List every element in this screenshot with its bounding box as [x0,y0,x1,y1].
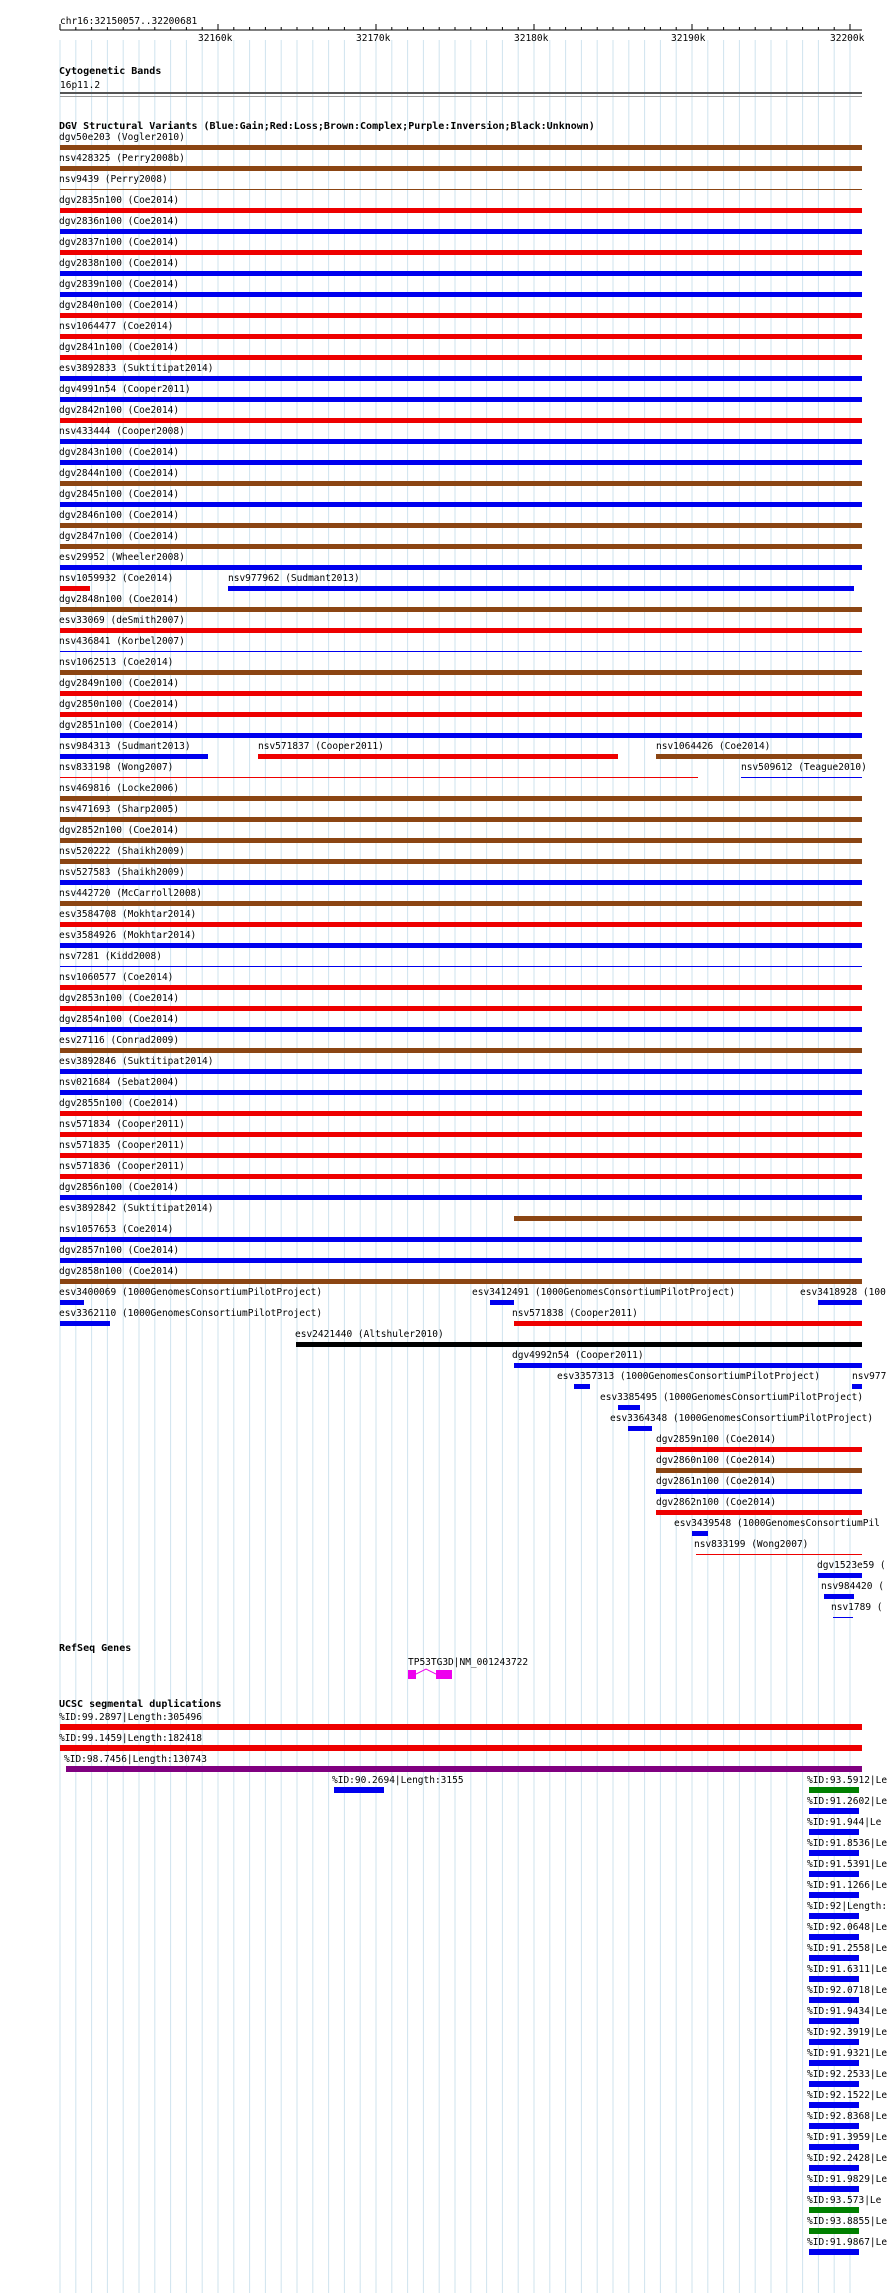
dgv-feature-label[interactable]: esv3357313 (1000GenomesConsortiumPilotProject) [557,1371,821,1382]
segdup-label[interactable]: %ID:91.9434|Le [807,2006,888,2017]
dgv-feature-bar[interactable] [60,313,862,318]
dgv-feature-label[interactable]: dgv2839n100 (Coe2014) [59,279,180,290]
dgv-feature-label[interactable]: dgv1523e59 ( [817,1560,886,1571]
dgv-feature-bar[interactable] [60,838,862,843]
dgv-feature-bar[interactable] [60,397,862,402]
dgv-feature-bar[interactable] [60,523,862,528]
dgv-feature-bar[interactable] [818,1300,862,1305]
segdup-bar[interactable] [809,2249,859,2255]
dgv-feature-label[interactable]: dgv2853n100 (Coe2014) [59,993,180,1004]
dgv-feature-bar[interactable] [741,777,862,778]
dgv-feature-bar[interactable] [60,1027,862,1032]
dgv-feature-label[interactable]: nsv977962 (Sudmant2013) [228,573,360,584]
dgv-feature-bar[interactable] [60,544,862,549]
dgv-feature-label[interactable]: nsv9439 (Perry2008) [59,174,168,185]
dgv-feature-label[interactable]: nsv571834 (Cooper2011) [59,1119,185,1130]
segdup-label[interactable]: %ID:93.8855|Le [807,2216,888,2227]
dgv-feature-bar[interactable] [574,1384,590,1389]
dgv-feature-label[interactable]: nsv436841 (Korbel2007) [59,636,185,647]
dgv-feature-bar[interactable] [60,460,862,465]
dgv-feature-bar[interactable] [60,1174,862,1179]
dgv-feature-label[interactable]: dgv2860n100 (Coe2014) [656,1455,777,1466]
segdup-label[interactable]: %ID:91.2558|Le [807,1943,888,1954]
dgv-feature-label[interactable]: dgv2857n100 (Coe2014) [59,1245,180,1256]
ruler-tick-label: 32160k [198,33,233,44]
dgv-feature-label[interactable]: nsv1789 ( [831,1602,883,1613]
dgv-feature-label[interactable]: esv33069 (deSmith2007) [59,615,185,626]
dgv-feature-bar[interactable] [60,1006,862,1011]
dgv-feature-label[interactable]: dgv2841n100 (Coe2014) [59,342,180,353]
segdup-label[interactable]: %ID:98.7456|Length:130743 [64,1754,207,1765]
dgv-feature-label[interactable]: nsv833199 (Wong2007) [694,1539,809,1550]
dgv-feature-bar[interactable] [656,754,862,759]
dgv-feature-label[interactable]: dgv2855n100 (Coe2014) [59,1098,180,1109]
ruler-tick-label: 32200k [830,33,865,44]
segdup-bar[interactable] [809,1934,859,1940]
gene-exon[interactable] [436,1670,452,1679]
dgv-feature-bar[interactable] [60,985,862,990]
dgv-feature-label[interactable]: esv3400069 (1000GenomesConsortiumPilotProject) [59,1287,323,1298]
segdup-label[interactable]: %ID:91.8536|Le [807,1838,888,1849]
dgv-feature-bar[interactable] [60,292,862,297]
dgv-feature-bar[interactable] [60,628,862,633]
dgv-feature-label[interactable]: dgv2842n100 (Coe2014) [59,405,180,416]
dgv-feature-label[interactable]: esv29952 (Wheeler2008) [59,552,185,563]
segdup-label[interactable]: %ID:92.0648|Le [807,1922,888,1933]
dgv-feature-bar[interactable] [296,1342,862,1347]
segdup-bar[interactable] [809,2165,859,2171]
dgv-feature-label[interactable]: nsv1060577 (Coe2014) [59,972,174,983]
dgv-feature-label[interactable]: dgv2837n100 (Coe2014) [59,237,180,248]
dgv-feature-label[interactable]: nsv527583 (Shaikh2009) [59,867,185,878]
dgv-feature-bar[interactable] [60,1279,862,1284]
dgv-feature-label[interactable]: dgv2858n100 (Coe2014) [59,1266,180,1277]
cytoband-bar-outline [60,96,862,97]
segdup-label[interactable]: %ID:91.5391|Le [807,1859,888,1870]
dgv-feature-bar[interactable] [60,418,862,423]
dgv-feature-label[interactable]: dgv2844n100 (Coe2014) [59,468,180,479]
dgv-feature-label[interactable]: nsv1059932 (Coe2014) [59,573,174,584]
dgv-feature-label[interactable]: dgv2840n100 (Coe2014) [59,300,180,311]
segdup-bar[interactable] [809,1913,859,1919]
dgv-feature-label[interactable]: nsv433444 (Cooper2008) [59,426,185,437]
cytoband-bar[interactable] [60,92,862,94]
segdup-bar[interactable] [809,1871,859,1877]
dgv-feature-bar[interactable] [60,1090,862,1095]
segdup-bar[interactable] [809,1997,859,2003]
dgv-feature-bar[interactable] [60,880,862,885]
dgv-feature-label[interactable]: dgv2836n100 (Coe2014) [59,216,180,227]
segdup-label[interactable]: %ID:93.5912|Le [807,1775,888,1786]
dgv-feature-bar[interactable] [60,355,862,360]
dgv-feature-label[interactable]: esv3439548 (1000GenomesConsortiumPil [674,1518,880,1529]
segdup-label[interactable]: %ID:91.1266|Le [807,1880,888,1891]
dgv-feature-label[interactable]: nsv571837 (Cooper2011) [258,741,384,752]
dgv-feature-label[interactable]: dgv2835n100 (Coe2014) [59,195,180,206]
dgv-feature-label[interactable]: dgv2852n100 (Coe2014) [59,825,180,836]
dgv-feature-bar[interactable] [60,712,862,717]
dgv-feature-bar[interactable] [833,1617,853,1618]
dgv-feature-label[interactable]: nsv571835 (Cooper2011) [59,1140,185,1151]
segdup-label[interactable]: %ID:91.3959|Le [807,2132,888,2143]
dgv-feature-label[interactable]: dgv2845n100 (Coe2014) [59,489,180,500]
dgv-feature-bar[interactable] [60,502,862,507]
segdup-label[interactable]: %ID:92|Length: [807,1901,888,1912]
segdup-track-title[interactable]: UCSC segmental duplications [59,1699,222,1710]
dgv-feature-bar[interactable] [60,670,862,675]
segdup-bar[interactable] [809,1787,859,1793]
dgv-feature-label[interactable]: dgv4991n54 (Cooper2011) [59,384,191,395]
segdup-bar[interactable] [809,2144,859,2150]
dgv-feature-label[interactable]: esv2421440 (Altshuler2010) [295,1329,444,1340]
segdup-bar[interactable] [334,1787,384,1793]
dgv-feature-bar[interactable] [60,439,862,444]
dgv-feature-label[interactable]: dgv2849n100 (Coe2014) [59,678,180,689]
dgv-feature-label[interactable]: dgv2838n100 (Coe2014) [59,258,180,269]
dgv-feature-label[interactable]: nsv571836 (Cooper2011) [59,1161,185,1172]
segdup-label[interactable]: %ID:91.9867|Le [807,2237,888,2248]
cytoband-track-title[interactable]: Cytogenetic Bands [59,66,162,77]
segdup-bar[interactable] [66,1766,862,1772]
dgv-feature-label[interactable]: esv3412491 (1000GenomesConsortiumPilotProject) [472,1287,736,1298]
dgv-feature-bar[interactable] [60,376,862,381]
dgv-feature-bar[interactable] [60,1153,862,1158]
dgv-feature-bar[interactable] [258,754,618,759]
segdup-label[interactable]: %ID:91.9829|Le [807,2174,888,2185]
dgv-feature-label[interactable]: dgv4992n54 (Cooper2011) [512,1350,644,1361]
dgv-feature-label[interactable]: nsv021684 (Sebat2004) [59,1077,180,1088]
dgv-feature-label[interactable]: nsv428325 (Perry2008b) [59,153,185,164]
segdup-label[interactable]: %ID:91.6311|Le [807,1964,888,1975]
dgv-feature-bar[interactable] [514,1363,862,1368]
dgv-feature-bar[interactable] [656,1489,862,1494]
dgv-feature-bar[interactable] [656,1510,862,1515]
dgv-feature-label[interactable]: esv3385495 (1000GenomesConsortiumPilotProject) [600,1392,864,1403]
dgv-feature-bar[interactable] [60,966,862,967]
segdup-label[interactable]: %ID:92.3919|Le [807,2027,888,2038]
dgv-feature-label[interactable]: dgv2847n100 (Coe2014) [59,531,180,542]
dgv-feature-label[interactable]: nsv469816 (Locke2006) [59,783,180,794]
dgv-feature-label[interactable]: nsv1064426 (Coe2014) [656,741,771,752]
dgv-feature-label[interactable]: nsv520222 (Shaikh2009) [59,846,185,857]
segdup-bar[interactable] [809,1976,859,1982]
dgv-track-title[interactable]: DGV Structural Variants (Blue:Gain;Red:Loss;Brown:Complex;Purple:Inversion;Black:Unknown) [59,121,595,132]
dgv-feature-bar[interactable] [656,1447,862,1452]
segdup-bar[interactable] [809,2207,859,2213]
dgv-feature-bar[interactable] [490,1300,514,1305]
dgv-feature-bar[interactable] [60,607,862,612]
dgv-feature-bar[interactable] [824,1594,854,1599]
dgv-feature-bar[interactable] [852,1384,862,1389]
cytoband-label: 16p11.2 [60,80,101,91]
segdup-label[interactable]: %ID:92.2533|Le [807,2069,888,2080]
dgv-feature-label[interactable]: esv27116 (Conrad2009) [59,1035,180,1046]
dgv-feature-bar[interactable] [514,1321,862,1326]
dgv-feature-label[interactable]: dgv2862n100 (Coe2014) [656,1497,777,1508]
dgv-feature-label[interactable]: dgv2861n100 (Coe2014) [656,1476,777,1487]
dgv-feature-bar[interactable] [60,922,862,927]
dgv-feature-bar[interactable] [228,586,854,591]
dgv-feature-bar[interactable] [60,651,862,652]
dgv-feature-label[interactable]: esv3364348 (1000GenomesConsortiumPilotProject) [610,1413,874,1424]
dgv-feature-label[interactable]: nsv977 [852,1371,887,1382]
dgv-feature-bar[interactable] [60,859,862,864]
segdup-label[interactable]: %ID:90.2694|Length:3155 [332,1775,464,1786]
dgv-feature-bar[interactable] [60,691,862,696]
gene-intron [416,1668,436,1680]
segdup-label[interactable]: %ID:99.2897|Length:305496 [59,1712,202,1723]
dgv-feature-label[interactable]: dgv2851n100 (Coe2014) [59,720,180,731]
dgv-feature-bar[interactable] [60,777,698,778]
segdup-bar[interactable] [60,1724,862,1730]
gene-label: TP53TG3D|NM_001243722 [408,1657,529,1668]
segdup-label[interactable]: %ID:91.944|Le [807,1817,882,1828]
segdup-bar[interactable] [809,1850,859,1856]
segdup-bar[interactable] [809,1892,859,1898]
dgv-feature-label[interactable]: esv3418928 (100 [800,1287,886,1298]
dgv-feature-bar[interactable] [818,1573,862,1578]
dgv-feature-bar[interactable] [60,1300,84,1305]
range-label: chr16:32150057..32200681 [60,16,198,27]
dgv-feature-bar[interactable] [60,1258,862,1263]
segdup-label[interactable]: %ID:93.573|Le [807,2195,882,2206]
dgv-feature-bar[interactable] [60,334,862,339]
dgv-feature-bar[interactable] [60,901,862,906]
dgv-feature-bar[interactable] [696,1554,862,1555]
segdup-label[interactable]: %ID:92.2428|Le [807,2153,888,2164]
dgv-feature-bar[interactable] [60,943,862,948]
segdup-bar[interactable] [809,2123,859,2129]
dgv-feature-label[interactable]: dgv2850n100 (Coe2014) [59,699,180,710]
dgv-feature-bar[interactable] [60,166,862,171]
segdup-label[interactable]: %ID:99.1459|Length:182418 [59,1733,202,1744]
dgv-feature-label[interactable]: dgv2848n100 (Coe2014) [59,594,180,605]
dgv-feature-bar[interactable] [60,733,862,738]
dgv-feature-bar[interactable] [60,481,862,486]
dgv-feature-label[interactable]: nsv1064477 (Coe2014) [59,321,174,332]
dgv-feature-label[interactable]: dgv2859n100 (Coe2014) [656,1434,777,1445]
dgv-feature-label[interactable]: esv3584926 (Mokhtar2014) [59,930,197,941]
dgv-feature-bar[interactable] [60,754,208,759]
refseq-track-title[interactable]: RefSeq Genes [59,1643,132,1654]
dgv-feature-label[interactable]: nsv471693 (Sharp2005) [59,804,180,815]
gene-exon[interactable] [408,1670,416,1679]
dgv-feature-label[interactable]: nsv7281 (Kidd2008) [59,951,162,962]
segdup-label[interactable]: %ID:91.2602|Le [807,1796,888,1807]
segdup-label[interactable]: %ID:91.9321|Le [807,2048,888,2059]
segdup-bar[interactable] [809,1808,859,1814]
dgv-feature-label[interactable]: dgv50e203 (Vogler2010) [59,132,185,143]
dgv-feature-label[interactable]: nsv1062513 (Coe2014) [59,657,174,668]
dgv-feature-bar[interactable] [618,1405,640,1410]
ruler-tick-label: 32170k [356,33,391,44]
dgv-feature-bar[interactable] [60,271,862,276]
dgv-feature-label[interactable]: nsv984313 (Sudmant2013) [59,741,191,752]
dgv-feature-label[interactable]: dgv2856n100 (Coe2014) [59,1182,180,1193]
segdup-bar[interactable] [809,2228,859,2234]
dgv-feature-label[interactable]: esv3892846 (Suktitipat2014) [59,1056,214,1067]
dgv-feature-bar[interactable] [656,1468,862,1473]
segdup-bar[interactable] [809,2102,859,2108]
segdup-bar[interactable] [809,1955,859,1961]
dgv-feature-label[interactable]: nsv833198 (Wong2007) [59,762,174,773]
dgv-feature-label[interactable]: nsv1057653 (Coe2014) [59,1224,174,1235]
dgv-feature-bar[interactable] [60,1195,862,1200]
dgv-feature-bar[interactable] [60,586,90,591]
dgv-feature-label[interactable]: nsv984420 ( [821,1581,884,1592]
dgv-feature-label[interactable]: dgv2843n100 (Coe2014) [59,447,180,458]
dgv-feature-label[interactable]: esv3892833 (Suktitipat2014) [59,363,214,374]
dgv-feature-bar[interactable] [60,796,862,801]
segdup-label[interactable]: %ID:92.1522|Le [807,2090,888,2101]
dgv-feature-bar[interactable] [60,1321,110,1326]
segdup-bar[interactable] [809,1829,859,1835]
ruler-tick-label: 32180k [514,33,549,44]
dgv-feature-bar[interactable] [692,1531,708,1536]
dgv-feature-bar[interactable] [60,1237,862,1242]
dgv-feature-bar[interactable] [60,229,862,234]
dgv-feature-bar[interactable] [60,189,862,190]
segdup-bar[interactable] [809,2186,859,2192]
dgv-feature-bar[interactable] [60,250,862,255]
segdup-bar[interactable] [809,2039,859,2045]
dgv-feature-bar[interactable] [60,1132,862,1137]
segdup-bar[interactable] [809,2018,859,2024]
ruler-tick-label: 32190k [671,33,706,44]
dgv-feature-label[interactable]: esv3892842 (Suktitipat2014) [59,1203,214,1214]
segdup-bar[interactable] [809,2060,859,2066]
dgv-feature-bar[interactable] [514,1216,862,1221]
dgv-feature-bar[interactable] [60,1111,862,1116]
dgv-feature-bar[interactable] [60,145,862,150]
segdup-label[interactable]: %ID:92.8368|Le [807,2111,888,2122]
dgv-feature-label[interactable]: dgv2846n100 (Coe2014) [59,510,180,521]
dgv-feature-label[interactable]: nsv509612 (Teague2010) [741,762,867,773]
dgv-feature-label[interactable]: esv3362110 (1000GenomesConsortiumPilotProject) [59,1308,323,1319]
dgv-feature-label[interactable]: nsv442720 (McCarroll2008) [59,888,202,899]
dgv-feature-bar[interactable] [60,1048,862,1053]
dgv-feature-bar[interactable] [60,565,862,570]
dgv-feature-bar[interactable] [628,1426,652,1431]
dgv-feature-bar[interactable] [60,208,862,213]
segdup-bar[interactable] [809,2081,859,2087]
dgv-feature-label[interactable]: esv3584708 (Mokhtar2014) [59,909,197,920]
dgv-feature-label[interactable]: nsv571838 (Cooper2011) [512,1308,638,1319]
dgv-feature-bar[interactable] [60,817,862,822]
dgv-feature-bar[interactable] [60,1069,862,1074]
dgv-feature-label[interactable]: dgv2854n100 (Coe2014) [59,1014,180,1025]
segdup-bar[interactable] [60,1745,862,1751]
segdup-label[interactable]: %ID:92.0718|Le [807,1985,888,1996]
